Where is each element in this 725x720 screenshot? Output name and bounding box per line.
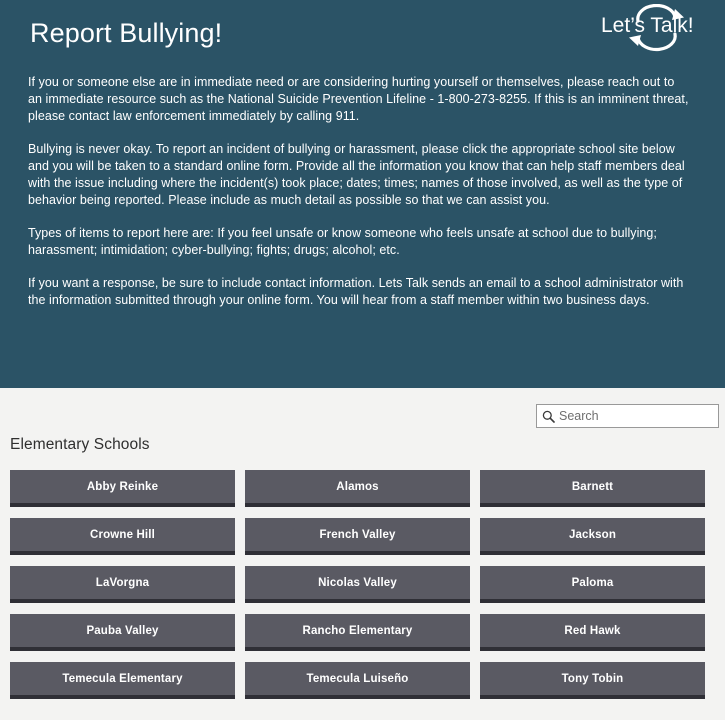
intro-paragraph-1: If you or someone else are in immediate need or are considering hurting yourself or themselves, please reach out to an immediate resource such as the National Suicide Prevention Lifeline - 1-800-273-8255. If this is an imminent threat, please contact law enforcement immediately by calling 911. [28, 75, 689, 123]
lets-talk-logo [599, 4, 709, 52]
school-button[interactable]: French Valley [245, 518, 470, 555]
search-box[interactable] [536, 404, 719, 428]
school-button[interactable]: Rancho Elementary [245, 614, 470, 651]
page-title: Report Bullying! [30, 18, 223, 48]
school-button[interactable]: Pauba Valley [10, 614, 235, 651]
main-content [0, 388, 725, 720]
intro-paragraph-2: Bullying is never okay. To report an incident of bullying or harassment, please click the appropriate school site below and you will be taken to a standard online form. Provide all the information you know that can help staff members deal with the issue including where the incident(s) took place; dates; times; names of those involved, as well as the type of behavior being reported. Please include as much detail as possible so that we can assist you. [28, 142, 685, 207]
search-icon [542, 410, 555, 423]
section-title: Elementary Schools [10, 436, 150, 453]
school-button[interactable]: Alamos [245, 470, 470, 507]
school-button[interactable]: Abby Reinke [10, 470, 235, 507]
school-button[interactable]: Red Hawk [480, 614, 705, 651]
search-input[interactable] [559, 409, 709, 423]
school-button[interactable]: Paloma [480, 566, 705, 603]
header-body-copy [26, 74, 699, 309]
school-button[interactable]: Tony Tobin [480, 662, 705, 699]
school-button[interactable]: Jackson [480, 518, 705, 555]
logo-text: Let’s Talk! [601, 14, 694, 37]
intro-paragraph-4: If you want a response, be sure to include contact information. Lets Talk sends an email to a school administrator with the information submitted through your online form. You will hear from a staff member within two business days. [28, 276, 684, 307]
school-button[interactable]: Nicolas Valley [245, 566, 470, 603]
intro-paragraph-3: Types of items to report here are: If you feel unsafe or know someone who feels unsafe at school due to bullying; harassment; intimidation; cyber-bullying; fights; drugs; alcohol; etc. [28, 226, 657, 257]
school-button[interactable]: LaVorgna [10, 566, 235, 603]
school-button[interactable]: Barnett [480, 470, 705, 507]
school-button[interactable]: Temecula Elementary [10, 662, 235, 699]
school-button[interactable]: Crowne Hill [10, 518, 235, 555]
school-button-grid [10, 470, 705, 699]
school-button[interactable]: Temecula Luiseño [245, 662, 470, 699]
